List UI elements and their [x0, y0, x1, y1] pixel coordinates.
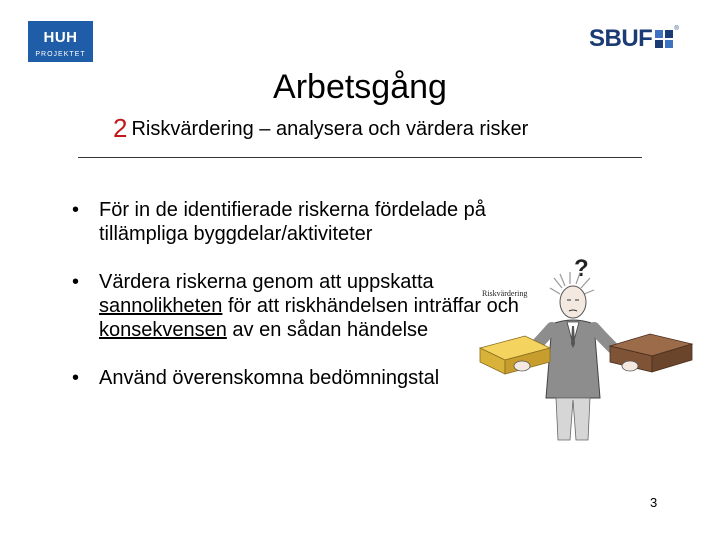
bullet-text-part: Värdera riskerna genom att uppskatta: [99, 271, 434, 293]
step-text: Riskvärdering – analysera och värdera risker: [131, 118, 529, 140]
huh-logo: [28, 21, 93, 62]
step-number: 2: [113, 113, 128, 143]
term-probability: sannolikheten: [99, 295, 223, 317]
huh-logo-title: HUH: [43, 29, 78, 46]
bullet-text: Använd överenskomna bedömningstal: [99, 367, 440, 389]
slide-subtitle: [113, 113, 528, 144]
huh-logo-subtitle: PROJEKTET: [35, 51, 86, 58]
sbuf-logo-text: SBUF: [589, 25, 653, 52]
bullet-list: [72, 198, 522, 390]
title-divider: [78, 157, 642, 158]
person-head: [560, 286, 586, 318]
bullet-item: [72, 270, 522, 342]
slide-title-text: Arbetsgång: [273, 68, 447, 106]
bullet-item: [72, 198, 522, 246]
question-mark-icon: ?: [574, 255, 589, 282]
slide-title: [0, 68, 720, 107]
term-consequence: konsekvensen: [99, 319, 227, 341]
sbuf-logo: [589, 26, 679, 52]
bullet-text-part: av en sådan händelse: [226, 319, 429, 341]
bullet-text: För in de identifierade riskerna fördelade på tillämpliga byggdelar/aktiviteter: [99, 199, 486, 245]
sbuf-logo-grid-icon: [655, 30, 673, 48]
bullet-item: [72, 366, 522, 390]
illustration-label: Riskvärdering: [482, 289, 528, 298]
sbuf-registered-mark: ®: [674, 26, 679, 32]
risk-assessment-illustration: [470, 248, 710, 448]
person-legs: [556, 398, 590, 440]
page-number: 3: [650, 495, 658, 510]
bullet-text-part: för att riskhändelsen inträffar och: [222, 295, 519, 317]
